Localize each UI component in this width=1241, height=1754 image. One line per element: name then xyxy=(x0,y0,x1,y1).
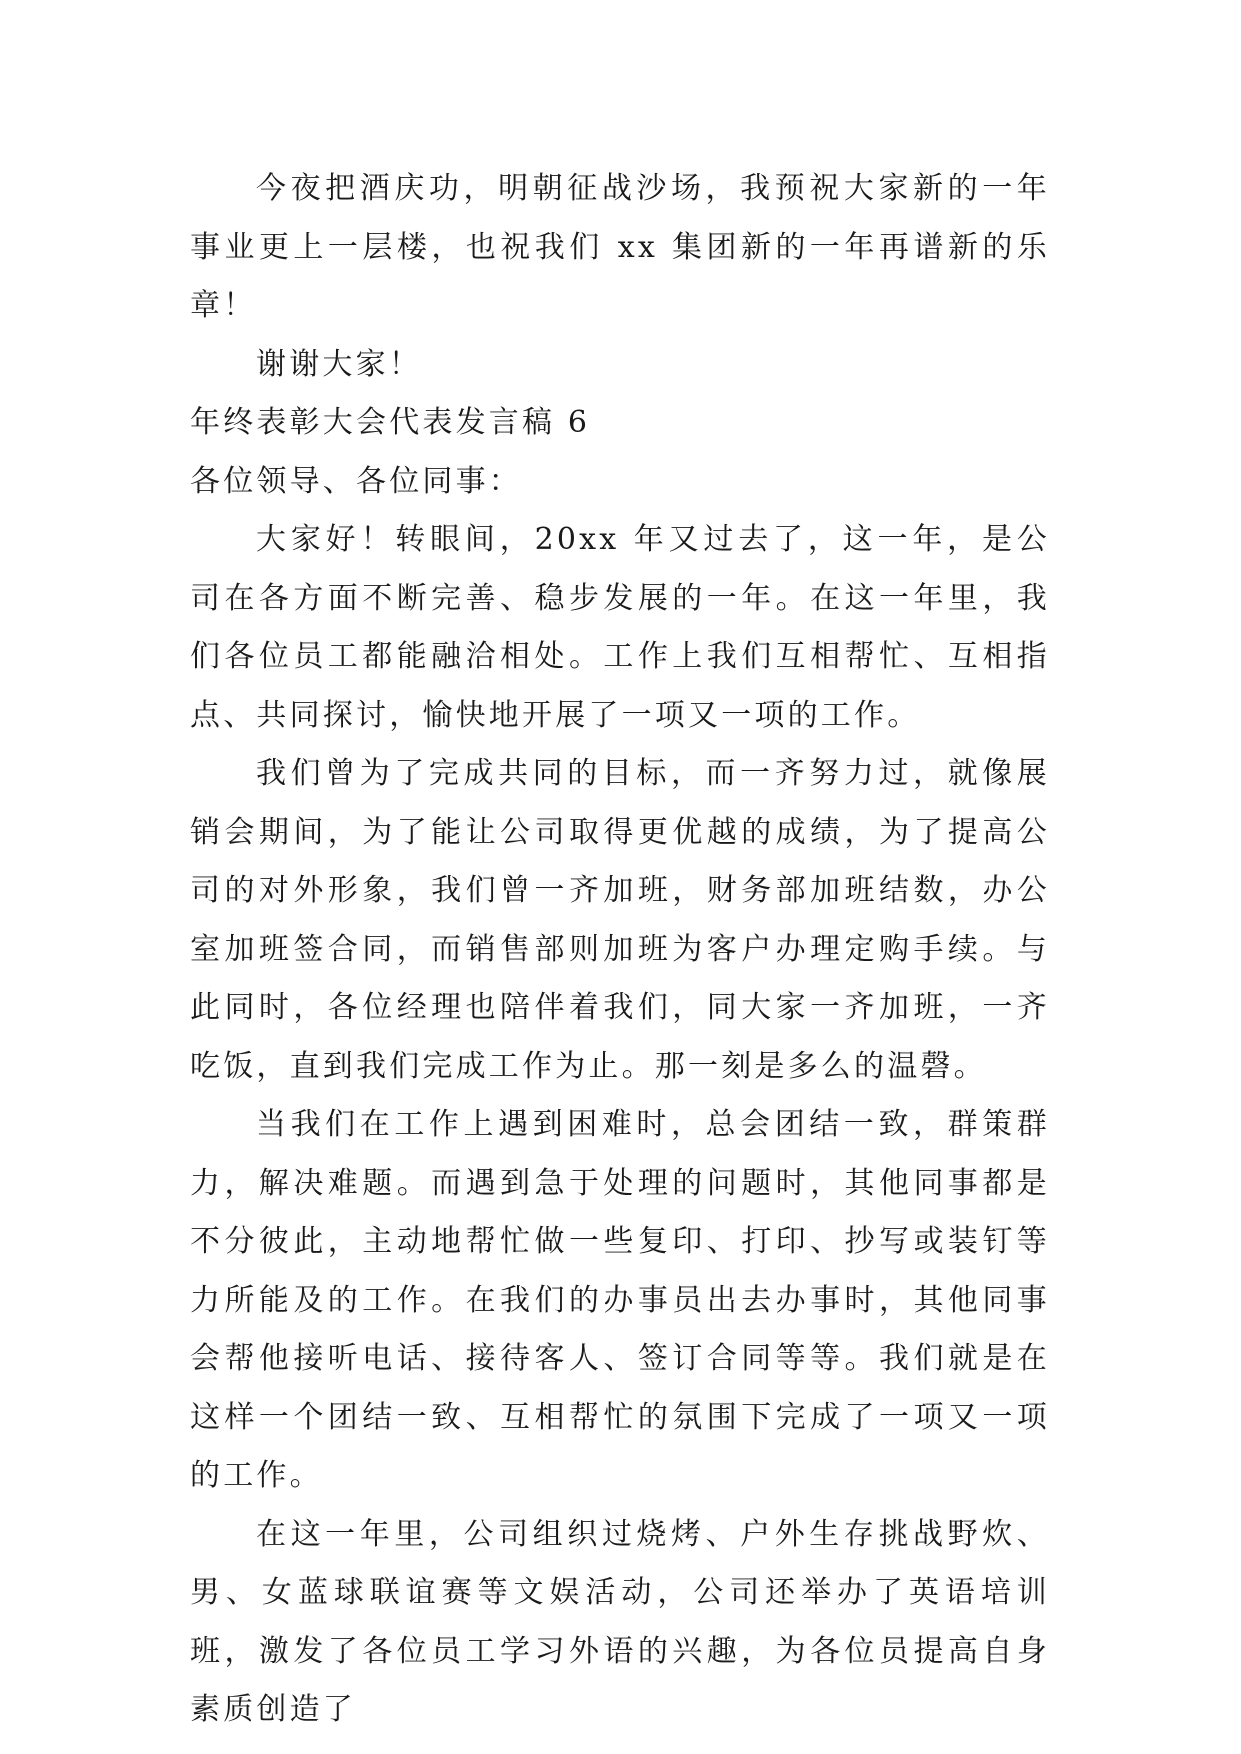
paragraph-greeting: 大家好！转眼间，20xx 年又过去了，这一年，是公司在各方面不断完善、稳步发展的一年。在这一年里，我们各位员工都能融洽相处。工作上我们互相帮忙、互相指点、共同探讨，愉快地开展了一项又一项的工作。 xyxy=(190,522,1050,733)
paragraph-thanks: 谢谢大家！ xyxy=(256,346,422,382)
paragraph-teamwork: 当我们在工作上遇到困难时，总会团结一致，群策群力，解决难题。而遇到急于处理的问题时，其他同事都是不分彼此，主动地帮忙做一些复印、打印、抄写或装钉等力所能及的工作。在我们的办事员出去办事时，其他同事会帮他接听电话、接待客人、签订合同等等。我们就是在这样一个团结一致、互相帮忙的氛围下完成了一项又一项的工作。 xyxy=(190,1107,1050,1493)
section-title: 年终表彰大会代表发言稿 6 xyxy=(190,405,591,440)
document-page xyxy=(190,160,1050,1740)
salutation: 各位领导、各位同事： xyxy=(190,463,522,499)
paragraph-activities: 在这一年里，公司组织过烧烤、户外生存挑战野炊、男、女蓝球联谊赛等文娱活动，公司还举办了英语培训班，激发了各位员工学习外语的兴趣，为各位员提高自身素质创造了 xyxy=(190,1516,1050,1727)
paragraph-overtime: 我们曾为了完成共同的目标，而一齐努力过，就像展销会期间，为了能让公司取得更优越的成绩，为了提高公司的对外形象，我们曾一齐加班，财务部加班结数，办公室加班签合同，而销售部则加班为客户办理定购手续。与此同时，各位经理也陪伴着我们，同大家一齐加班，一齐吃饭，直到我们完成工作为止。那一刻是多么的温磬。 xyxy=(190,756,1050,1084)
paragraph-closing-toast: 今夜把酒庆功，明朝征战沙场，我预祝大家新的一年事业更上一层楼，也祝我们 xx 集团新的一年再谱新的乐章！ xyxy=(190,171,1050,323)
